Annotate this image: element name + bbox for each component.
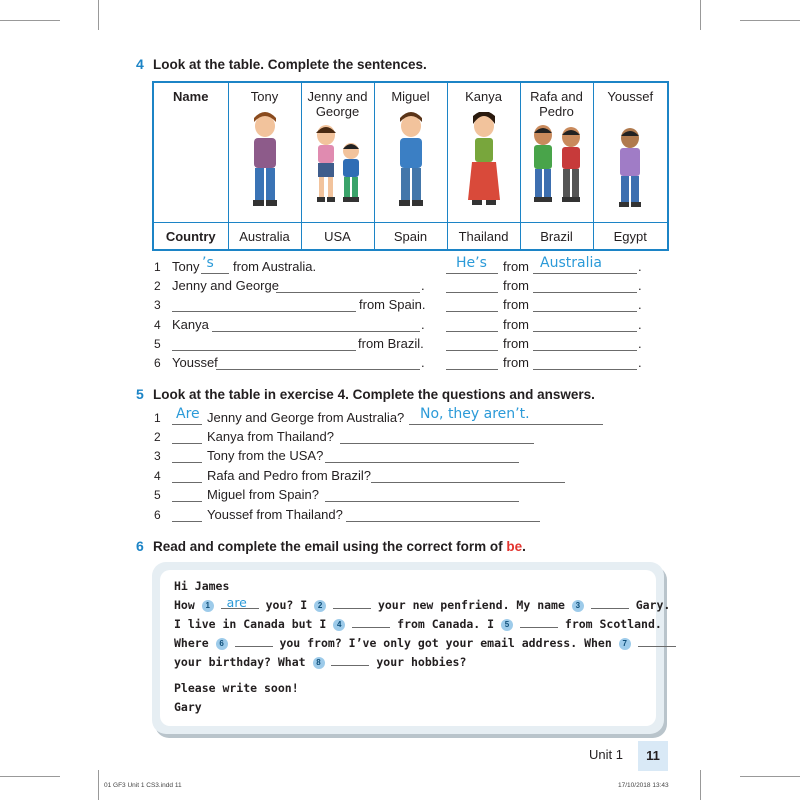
gap-number-badge: 7 xyxy=(619,638,631,650)
print-slug: 01 GF3 Unit 1 CS3.indd 11 xyxy=(104,782,182,789)
table-cell-miguel xyxy=(374,82,447,223)
exercise-5-title: Look at the table in exercise 4. Complete the questions and answers. xyxy=(153,387,595,402)
name-header: Name xyxy=(153,82,228,223)
from-text: from xyxy=(503,259,529,274)
answer-blank[interactable] xyxy=(533,350,637,351)
answer-blank[interactable] xyxy=(352,617,390,628)
email-closing: Please write soon! xyxy=(174,681,299,695)
sentence-text: Tony xyxy=(172,259,200,274)
country-cell: Egypt xyxy=(593,223,668,251)
answer-blank[interactable] xyxy=(533,311,637,312)
answer-blank[interactable] xyxy=(333,598,371,609)
table-cell-jenny-george xyxy=(301,82,374,223)
example-answer: No, they aren’t. xyxy=(420,406,530,422)
stop-text: . xyxy=(638,297,642,312)
crop-mark xyxy=(0,776,60,777)
sentence-text: from Brazil. xyxy=(358,336,424,351)
boy-figure-icon xyxy=(391,112,431,208)
table-cell-tony xyxy=(228,82,301,223)
country-cell: Australia xyxy=(228,223,301,251)
print-timestamp: 17/10/2018 13:43 xyxy=(618,782,669,789)
item-number: 6 xyxy=(154,356,161,370)
answer-blank[interactable] xyxy=(216,369,420,370)
answer-blank[interactable] xyxy=(446,350,498,351)
item-number: 4 xyxy=(154,469,161,483)
answer-blank[interactable] xyxy=(172,350,356,351)
answer-blank[interactable] xyxy=(446,331,498,332)
stop-text: . xyxy=(638,317,642,332)
answer-blank[interactable] xyxy=(212,331,420,332)
example-answer: Australia xyxy=(540,255,602,271)
answer-blank[interactable] xyxy=(172,521,202,522)
question-text: Rafa and Pedro from Brazil? xyxy=(207,468,372,483)
two-boys-figures-icon xyxy=(528,123,586,205)
country-cell: Spain xyxy=(374,223,447,251)
exercise-6-number: 6 xyxy=(136,538,144,554)
name-label: Miguel xyxy=(391,89,430,104)
name-label: Jenny and George xyxy=(307,89,368,119)
answer-blank[interactable] xyxy=(235,636,273,647)
example-answer: Are xyxy=(176,406,200,422)
answer-blank[interactable] xyxy=(409,424,603,425)
answer-blank[interactable] xyxy=(172,443,202,444)
answer-blank[interactable] xyxy=(591,598,629,609)
answer-blank[interactable] xyxy=(172,424,202,425)
answer-blank[interactable] xyxy=(331,655,369,666)
example-answer: are xyxy=(226,595,247,610)
from-text: from xyxy=(503,336,529,351)
gap-number-badge: 6 xyxy=(216,638,228,650)
answer-blank[interactable] xyxy=(172,462,202,463)
sentence-text: from Australia. xyxy=(233,259,317,274)
answer-blank[interactable] xyxy=(533,369,637,370)
answer-blank[interactable] xyxy=(221,595,259,610)
email-line-4: your birthday? What 8 your hobbies? xyxy=(174,655,467,669)
highlighted-word: be xyxy=(506,539,523,554)
girl-figure-icon xyxy=(464,112,504,208)
table-cell-youssef xyxy=(593,82,668,223)
answer-blank[interactable] xyxy=(172,501,202,502)
from-text: from xyxy=(503,297,529,312)
crop-mark xyxy=(98,0,99,30)
exercise-4-title: Look at the table. Complete the sentences. xyxy=(153,57,427,72)
sentence-text: Jenny and George xyxy=(172,278,279,293)
stop-text: . xyxy=(421,317,425,332)
gap-number-badge: 2 xyxy=(314,600,326,612)
stop-text: . xyxy=(421,278,425,293)
answer-blank[interactable] xyxy=(346,521,540,522)
crop-mark xyxy=(740,776,800,777)
crop-mark xyxy=(0,20,60,21)
item-number: 5 xyxy=(154,337,161,351)
answer-blank[interactable] xyxy=(533,273,637,274)
gap-number-badge: 8 xyxy=(313,657,325,669)
nationality-table xyxy=(152,81,669,251)
crop-mark xyxy=(700,770,701,800)
question-text: Miguel from Spain? xyxy=(207,487,319,502)
exercise-4-number: 4 xyxy=(136,56,144,72)
question-text: Tony from the USA? xyxy=(207,448,324,463)
item-number: 3 xyxy=(154,298,161,312)
item-number: 1 xyxy=(154,260,161,274)
gap-number-badge: 4 xyxy=(333,619,345,631)
example-answer: He’s xyxy=(456,255,487,271)
answer-blank[interactable] xyxy=(325,501,519,502)
girl-and-boy-figures-icon xyxy=(310,123,366,205)
country-cell: Brazil xyxy=(520,223,593,251)
question-text: Youssef from Thailand? xyxy=(207,507,343,522)
country-cell: USA xyxy=(301,223,374,251)
name-label: Tony xyxy=(250,89,279,104)
from-text: from xyxy=(503,355,529,370)
table-cell-kanya xyxy=(447,82,520,223)
boy-figure-icon xyxy=(610,126,650,222)
question-text: Kanya from Thailand? xyxy=(207,429,334,444)
item-number: 4 xyxy=(154,318,161,332)
answer-blank[interactable] xyxy=(371,482,565,483)
gap-number-badge: 5 xyxy=(501,619,513,631)
crop-mark xyxy=(700,0,701,30)
email-line-3: Where 6 you from? I’ve only got your email address. When 7 xyxy=(174,636,676,650)
item-number: 6 xyxy=(154,508,161,522)
answer-blank[interactable] xyxy=(446,311,498,312)
email-line-1: How 1 are you? I 2 your new penfriend. My name 3 Gary. xyxy=(174,595,671,612)
item-number: 2 xyxy=(154,279,161,293)
item-number: 1 xyxy=(154,411,161,425)
stop-text: . xyxy=(638,336,642,351)
stop-text: . xyxy=(421,355,425,370)
sentence-text: Youssef xyxy=(172,355,218,370)
item-number: 3 xyxy=(154,449,161,463)
answer-blank[interactable] xyxy=(276,292,420,293)
answer-blank[interactable] xyxy=(201,273,229,274)
crop-mark xyxy=(98,770,99,800)
gap-number-badge: 3 xyxy=(572,600,584,612)
answer-blank[interactable] xyxy=(638,636,676,647)
answer-blank[interactable] xyxy=(533,331,637,332)
answer-blank[interactable] xyxy=(446,369,498,370)
gap-number-badge: 1 xyxy=(202,600,214,612)
boy-figure-icon xyxy=(245,112,285,208)
answer-blank[interactable] xyxy=(172,482,202,483)
example-answer: ’s xyxy=(202,255,214,271)
stop-text: . xyxy=(638,278,642,293)
answer-blank[interactable] xyxy=(446,273,498,274)
answer-blank[interactable] xyxy=(340,443,534,444)
unit-label: Unit 1 xyxy=(589,747,623,762)
name-label: Kanya xyxy=(465,89,502,104)
email-signature: Gary xyxy=(174,700,202,714)
stop-text: . xyxy=(638,259,642,274)
page-number: 11 xyxy=(638,741,668,771)
country-cell: Thailand xyxy=(447,223,520,251)
country-header: Country xyxy=(153,223,228,251)
crop-mark xyxy=(740,20,800,21)
answer-blank[interactable] xyxy=(520,617,558,628)
answer-blank[interactable] xyxy=(172,311,356,312)
name-label: Youssef xyxy=(607,89,654,104)
answer-blank[interactable] xyxy=(325,462,519,463)
from-text: from xyxy=(503,278,529,293)
exercise-5-number: 5 xyxy=(136,386,144,402)
question-text: Jenny and George from Australia? xyxy=(207,410,405,425)
answer-blank[interactable] xyxy=(533,292,637,293)
answer-blank[interactable] xyxy=(446,292,498,293)
name-label: Rafa and Pedro xyxy=(530,89,583,119)
sentence-text: Kanya xyxy=(172,317,209,332)
exercise-6-title: Read and complete the email using the correct form of be. xyxy=(153,539,526,554)
email-line-2: I live in Canada but I 4 from Canada. I 5 from Scotland. xyxy=(174,617,662,631)
item-number: 2 xyxy=(154,430,161,444)
item-number: 5 xyxy=(154,488,161,502)
sentence-text: from Spain. xyxy=(359,297,426,312)
email-greeting: Hi James xyxy=(174,579,230,593)
from-text: from xyxy=(503,317,529,332)
stop-text: . xyxy=(638,355,642,370)
table-cell-rafa-pedro xyxy=(520,82,593,223)
